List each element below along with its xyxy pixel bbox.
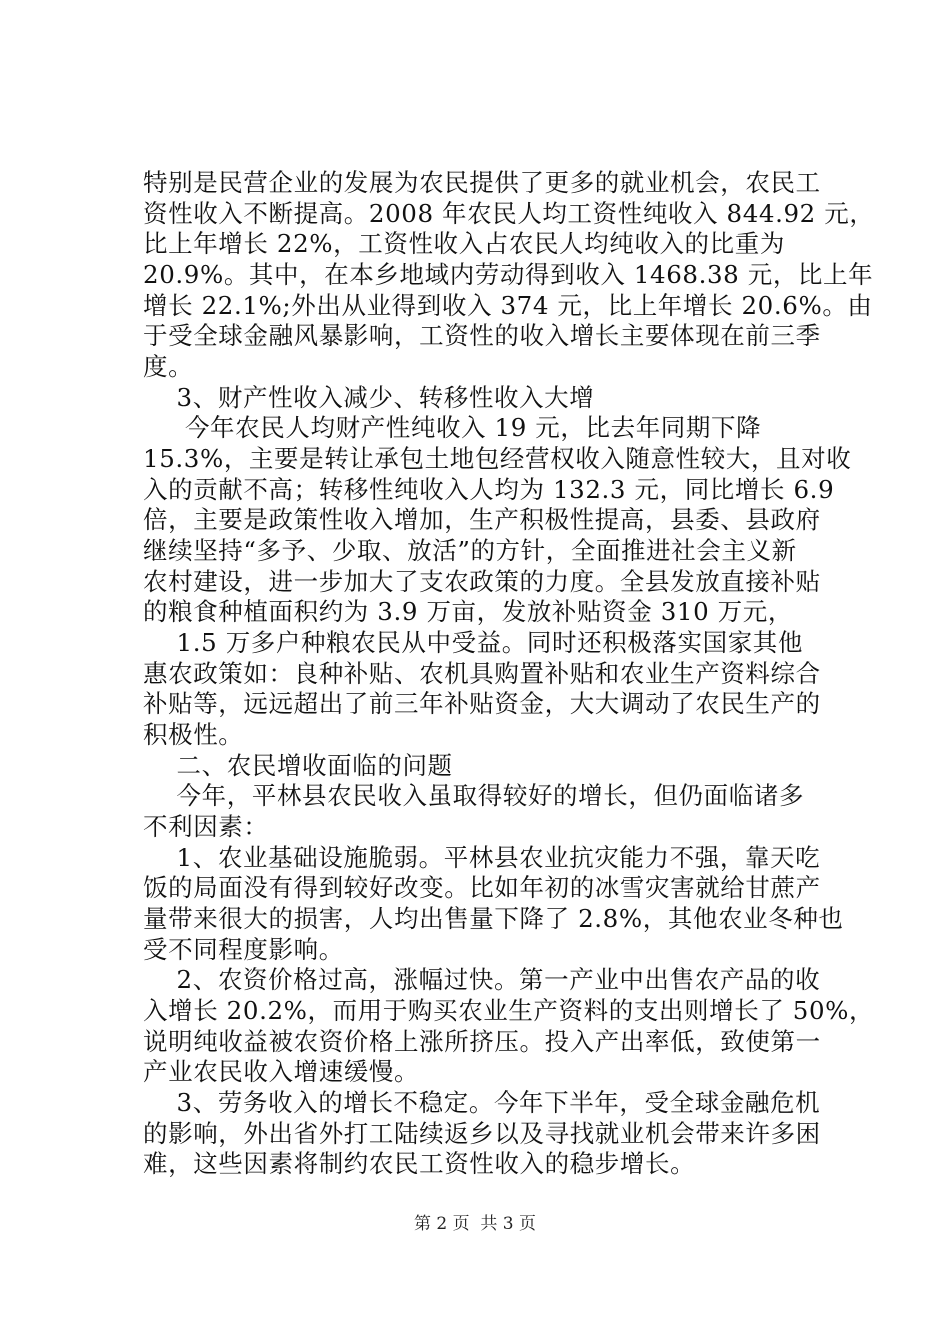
page-number: 第 2 页 共 3 页 (413, 1214, 537, 1234)
text-line: 饭的局面没有得到较好改变。比如年初的冰雪灾害就给甘蔗产 (143, 873, 821, 903)
text-line: 继续坚持“多予、少取、放活”的方针，全面推进社会主义新 (143, 536, 797, 565)
text-line: 资性收入不断提高。2008 年农民人均工资性纯收入 844.92 元， (143, 198, 875, 228)
text-line: 的粮食种植面积约为 3.9 万亩，发放补贴资金 310 万元， (143, 597, 793, 627)
text-line: 特别是民营企业的发展为农民提供了更多的就业机会，农民工 (143, 168, 821, 197)
text-line: 补贴等，远远超出了前三年补贴资金，大大调动了农民生产的 (143, 689, 821, 719)
text-line: 不利因素： (143, 812, 269, 841)
text-line: 受不同程度影响。 (143, 934, 344, 964)
text-line: 产业农民收入增速缓慢。 (143, 1057, 420, 1087)
text-line: 增长 22.1%;外出从业得到收入 374 元，比上年增长 20.6%。由 (143, 290, 873, 320)
text-line: 积极性。 (143, 720, 244, 749)
text-line: 难，这些因素将制约农民工资性收入的稳步增长。 (143, 1149, 696, 1179)
text-line: 比上年增长 22%，工资性收入占农民人均纯收入的比重为 (143, 229, 785, 259)
text-line: 度。 (143, 352, 194, 381)
section-heading: 3、财产性收入减少、转移性收入大增 (143, 382, 595, 412)
text-line: 15.3%，主要是转让承包土地包经营权收入随意性较大，且对收 (143, 444, 852, 473)
text-line: 20.9%。其中，在本乡地域内劳动得到收入 1468.38 元，比上年 (143, 260, 874, 289)
text-line: 3、劳务收入的增长不稳定。今年下半年，受全球金融危机 (143, 1088, 821, 1117)
text-line: 量带来很大的损害，人均出售量下降了 2.8%，其他农业冬种也 (143, 904, 844, 933)
text-line: 今年，平林县农民收入虽取得较好的增长，但仍面临诸多 (143, 781, 805, 811)
text-line: 入增长 20.2%，而用于购买农业生产资料的支出则增长了 50%， (143, 996, 875, 1025)
text-line: 2、农资价格过高，涨幅过快。第一产业中出售农产品的收 (143, 965, 821, 995)
text-line: 惠农政策如：良种补贴、农机具购置补贴和农业生产资料综合 (143, 658, 821, 688)
text-line: 农村建设，进一步加大了支农政策的力度。全县发放直接补贴 (143, 566, 821, 596)
text-line: 1.5 万多户种粮农民从中受益。同时还积极落实国家其他 (143, 628, 803, 657)
text-line: 入的贡献不高；转移性纯收入人均为 132.3 元，同比增长 6.9 (143, 474, 835, 504)
text-line: 1、农业基础设施脆弱。平林县农业抗灾能力不强，靠天吃 (143, 842, 821, 872)
text-line: 于受全球金融风暴影响，工资性的收入增长主要体现在前三季 (143, 321, 821, 351)
text-line: 说明纯收益被农资价格上涨所挤压。投入产出率低，致使第一 (143, 1026, 821, 1056)
text-line: 倍，主要是政策性收入增加，生产积极性提高，县委、县政府 (143, 505, 821, 535)
text-line: 今年农民人均财产性纯收入 19 元，比去年同期下降 (143, 413, 762, 443)
section-heading: 二、农民增收面临的问题 (143, 750, 453, 780)
text-line: 的影响，外出省外打工陆续返乡以及寻找就业机会带来许多困 (143, 1118, 821, 1148)
